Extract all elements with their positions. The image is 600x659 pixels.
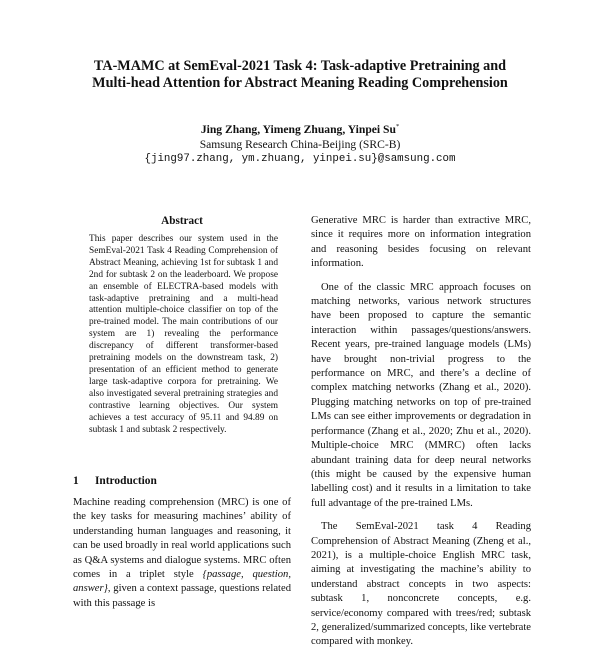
introduction-paragraph	[73, 496, 291, 611]
title-line-2: Multi-head Attention for Abstract Meaning Reading Comprehension	[92, 75, 508, 91]
section-number: 1	[73, 475, 79, 487]
intro-text-end: , given a context passage, questions related with this passage is	[73, 583, 291, 609]
title-line-1: TA-MAMC at SemEval-2021 Task 4: Task-adaptive Pretraining and	[93, 58, 507, 74]
author-footnote-mark: *	[395, 123, 400, 130]
abstract-heading: Abstract	[161, 215, 203, 227]
section-title: Introduction	[95, 475, 157, 487]
affiliation: Samsung Research China-Beijing (SRC-B)	[199, 137, 401, 151]
section-heading-introduction	[73, 474, 157, 488]
author-block	[40, 120, 560, 167]
author-list: Jing Zhang, Yimeng Zhuang, Yinpei Su	[200, 123, 396, 136]
left-column	[73, 214, 291, 609]
paper-title	[40, 58, 560, 92]
intro-text-start: Machine reading comprehension (MRC) is one of the key tasks for measuring machines’ ability of understanding human languages and reasoning, it can be used broadly in real world applications such as Q&A systems and dialogue systems. MRC often comes in a triplet style	[73, 497, 291, 581]
right-column	[311, 214, 531, 659]
body-paragraph-3: The SemEval-2021 task 4 Reading Comprehension of Abstract Meaning (Zheng et al., 2021), is a multiple-choice English MRC task, aiming at investigating the machine’s ability to understand abstract concepts in two aspects: subtask 1, nonconcrete concepts, e.g. service/economy compared with trees/red; subtask 2, generalized/summarized concepts, like vertebrate compared with monkey.	[311, 521, 532, 648]
intro-triplet: {passage, question, answer}	[73, 569, 291, 595]
body-paragraph-1: Generative MRC is harder than extractive MRC, since it requires more on information integration and reasoning besides focusing on relevant information.	[311, 215, 531, 270]
author-names	[40, 120, 560, 138]
author-emails: {jing97.zhang, ym.zhuang, yinpei.su}@samsung.com	[144, 153, 456, 166]
body-paragraph-2: One of the classic MRC approach focuses on matching networks, various network structures have been proposed to capture the semantic interaction within passages/questions/answers. Recent years, pre-trained language models (LMs) have brought non-trivial progress to the performance on MRC, and there’s a decline of complex matching networks (Zhang et al., 2020). Plugging matching networks on top of pre-trained LMs can see either improvements or degradation in performance (Zhang et al., 2020; Zhu et al., 2020). Multiple-choice MRC (MMRC) often lacks abundant training data for deep neural networks (this might be caused by the expensive human labelling cost) and it results in a limitation to take full advantage of the pre-trained LMs.	[311, 281, 531, 509]
abstract-text: This paper describes our system used in the SemEval-2021 Task 4 Reading Comprehension of Abstract Meaning, achieving 1st for subtask 1 and 2nd for subtask 2 on the leaderboard. We propose an ensemble of ELECTRA-based models with task-adaptive pretraining and a multi-head attention multiple-choice classifier on top of the pre-trained model. The main contributions of our system are 1) revealing the performance discrepancy of different transformer-based pretraining models on the downstream task, 2) presentation of an efficient method to generate large task-adaptive corpora for pretraining. We also investigated several pretraining strategies and contrastive learning objectives. Our system achieves a test accuracy of 95.11 and 94.89 on subtask 1 and subtask 2 respectively.	[89, 234, 278, 435]
